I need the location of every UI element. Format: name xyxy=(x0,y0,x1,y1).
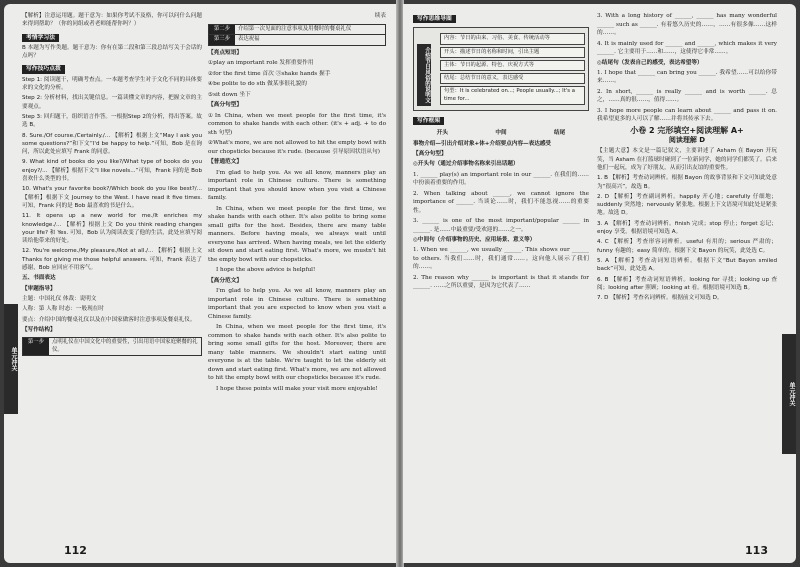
ending-heading: ◎结尾句（发表自己的感受，表达希望等） xyxy=(597,59,703,66)
flow-step: 开头 xyxy=(436,130,448,137)
sentences-heading: 【高分句型】 xyxy=(208,102,243,108)
answer-item: 4. C 【解析】考查形容词辨析。useful 有用的；serious 严肃的；funny 有趣的；easy 简单的。根据下文 Bayon 的玩笑，此处选 C。 xyxy=(597,239,777,254)
framework-flow xyxy=(413,129,589,137)
right-column-1 xyxy=(413,12,589,293)
opening-line: 2. When talking about ______, we cannot ignore the importance of ______. 当谈论……时，我们不能忽视……的重要性。 xyxy=(413,190,589,214)
sentence-item: ①In China, when we meet people for the first time, it's common to shake hands with each other. (it's + adj. + to do sth 句型) xyxy=(208,112,386,136)
left-column-2 xyxy=(208,12,386,395)
sample2-heading: 【高分范文】 xyxy=(208,277,243,284)
analysis-row: 主题：中国礼仪 体裁：说明文 xyxy=(22,295,97,302)
phrases-heading: 【亮点短语】 xyxy=(208,49,243,56)
answer-item: 9. What kind of books do you like?/What type of books do you enjoy?/... 【解析】根据下文“I like novels...”可知，Frank 问的是 Bob 喜欢什么类型的书。 xyxy=(22,159,202,183)
step-text: Step 3: 回归题干，组织语言作答。一根据Step 2的分析，得出答案。故选 B。 xyxy=(22,113,202,129)
ending-line: 1. I hope that ______ can bring you ______. 我希望……可以给你带来……。 xyxy=(597,69,777,85)
opening-heading: ◎开头句（通过介绍事物名称来引出话题） xyxy=(413,161,519,168)
phrase-item: ①play an important role 发挥重要作用 xyxy=(208,60,314,66)
analysis-heading: 【审题指导】 xyxy=(22,285,56,292)
mind-map-node: 主体：节日的起源、特色、庆祝方式等 xyxy=(440,60,585,71)
topic-summary: 【主题大意】本文是一篇记叙文，主要讲述了 Asham 在 Bayon 开玩笑，当 Asham 在打篮球时碰到了一位新同学，她的同学们都笑了。后来他们一起玩，成为了好朋友，从而引出友谊的重要性。 xyxy=(597,148,777,171)
outline-step-label: 第一步 xyxy=(23,338,49,355)
ending-line: 3. I hope more people can learn about ______ and pass it on. 我希望更多的人可以了解……并将其传承下去。 xyxy=(597,107,777,123)
page-number: 113 xyxy=(745,544,768,557)
outline-row xyxy=(23,338,201,355)
left-column-1 xyxy=(22,12,202,359)
flow-step: 中间 xyxy=(495,130,507,137)
section-label: 考情学习法 xyxy=(22,34,59,42)
answer-item: 1. B 【解析】考查动词辨析。根据 Bayon 的故事背景和下文可知此处意为“很高兴”。故选 B。 xyxy=(597,175,777,190)
opening-line: 3. ______ is one of the most important/popular ______ in ______. 是……中最重要/受欢迎的……之一。 xyxy=(413,218,589,233)
framework-heading: 写作框架 xyxy=(413,117,444,125)
step-text: 表达祝福 xyxy=(238,36,260,42)
answer-item: 2. D 【解析】考查副词辨析。happily 开心地；carefully 仔细地；suddenly 突然地；nervously 紧张地。根据上下文语境可知此处是紧张地。故选 D。 xyxy=(597,193,777,217)
middle-line: 2. The reason why ______ is important is that it stands for ______. ……之所以重要，是因为它代表了…… xyxy=(413,274,589,290)
sample-paragraph: I'm glad to help you. As we all know, manners play an important role in Chinese culture. There is something important that you should know when you visit a Chinese family. xyxy=(208,169,386,201)
high-score-heading: 【高分句型】 xyxy=(413,150,447,157)
continued-note: 续表 xyxy=(374,13,386,19)
left-side-tab: 单元冲关 xyxy=(4,304,18,414)
phrase-item: ⑤sit down 坐下 xyxy=(208,91,251,98)
outline-table xyxy=(22,337,202,356)
opening-line: 1. ______ play(s) an important role in our ______. 在我们的……中扮演着重要的作用。 xyxy=(413,171,589,187)
answer-item: 10. What's your favorite book?/Which book do you like best?/... 【解析】根据下文 Journey to the West. I have read it five times. 可知，Frank 问的是 Bob 最喜欢的书是什么。 xyxy=(22,186,202,209)
analysis-note: 要点：介绍中国的餐桌礼仪以及在中国家做客时注意事项及餐桌礼仪。 xyxy=(22,316,196,323)
step-label: 第二步 xyxy=(209,25,235,35)
phrase-item: ②for the first time 首次 ③shake hands 握手 xyxy=(208,70,331,77)
page-number: 112 xyxy=(64,544,87,557)
task-heading: 五、书面表达 xyxy=(22,275,56,282)
sample2-paragraph: In China, when we meet people for the first time, it's common to shake hands with each other. It's also polite to bring some small gifts for the host. Moreover, there are many table manners. We shouldn't start eating until everyone is at the table. We're taught to let the elderly sit down and start eating first. What's more, we are not allowed to hit the empty bowl with our chopsticks because it's rude. xyxy=(208,324,386,381)
answer-item: 12. You're welcome./My pleasure./Not at all./... 【解析】根据上文 Thanks for giving me those helpful answers. 可知，Frank 表达了感谢，Bob 应回应不用客气。 xyxy=(22,248,202,272)
analysis-row: 人称：第 人称 时态：一般现在时 xyxy=(22,306,104,313)
sample2-paragraph: I hope these points will make your visit more enjoyable! xyxy=(216,385,378,392)
mind-map-node: 句型：It is celebrated on...; People usually...; It's a time for... xyxy=(440,86,585,105)
mind-map xyxy=(413,27,589,111)
mind-map-node: 结尾：总结节日的意义，表达感受 xyxy=(440,73,585,84)
step-text: 介绍第一次见面的注意事项及用餐时的餐桌礼仪 xyxy=(238,25,352,32)
step-text: Step 1: 阅读题干，明确考查点。一本题考查学生对于文化不同的具体要求的文化的分析。 xyxy=(22,76,202,92)
right-side-tab: 单元冲关 xyxy=(782,334,796,454)
sentence-item: ②What's more, we are not allowed to hit the empty bowl with our chopsticks because it's rude. (because 引导原因状语从句) xyxy=(208,140,386,155)
answer-item: 6. B 【解析】考查动词短语辨析。looking for 寻找；looking up 查阅；looking after 照顾；looking at 看。根据语境可知选 B。 xyxy=(597,276,777,291)
mind-map-spine: 介绍节日风俗的说明文 xyxy=(417,44,431,106)
ending-line: 2. In short, ______ is really ______ and is worth ______. 总之，……真的很……，值得……。 xyxy=(597,88,777,104)
left-page xyxy=(4,4,397,563)
middle-line: 3. With a long history of ______, ______ has many wonderful ______ such as ______. 有着悠久历史的……，……有很多像……这样的……。 xyxy=(597,13,777,36)
steps-row xyxy=(209,25,385,35)
answer-item: 7. D 【解析】考查名词辨析。根据前文可知选 D。 xyxy=(597,295,723,302)
phrase-item: ④be polite to do sth 做某事很礼貌的 xyxy=(208,81,307,87)
answer-paragraph: B 本题为写作类题。题干意为：你有在第二段和第三段总结写关于会话的点吗？ xyxy=(22,44,202,60)
sample-paragraph: In China, when we meet people for the first time, we shake hands with each other. It's also polite to bring some small gifts for the host. Besides, there are many table manners. Before having meals, we always wait until everyone has arrived. When having meals, we let the elderly sit down and start eating first. What's more, we mustn't hit the empty bowl with our chopsticks. xyxy=(208,205,386,263)
right-column-2 xyxy=(597,12,777,304)
answer-item: 8. Sure./Of course./Certainly./... 【解析】根据上文“May I ask you some questions?”和下文“I'd be happy to help.”可知，Bob 是在询问，所以此处应填写 Frank 的同意。 xyxy=(22,132,202,156)
mind-map-node: 开头：描述节日的名称和时间，引出主题 xyxy=(440,47,585,58)
sample2-paragraph: I'm glad to help you. As we all know, manners play an important role in Chinese culture. There is something important that you are expected to know when you visit a Chinese family. xyxy=(208,288,386,320)
step-label: 第三步 xyxy=(209,35,235,45)
answer-item: 11. It opens up a new world for me./It enriches my knowledge./... 【解析】根据上文 Do you think reading changes your life? 和 Yes. 可知，Bob 认为阅读改变了他的生活，此处应填写阅读给他带来的好处。 xyxy=(22,213,202,245)
outline-step-text: 点明礼仪在中国文化中的重要性，引出用语中国家庭聚餐的礼仪。 xyxy=(52,339,198,353)
answer-item: 3. A 【解析】考查动词辨析。finish 完成；stop 停止；forget 忘记；enjoy 享受。根据语境可知选 A。 xyxy=(597,220,777,236)
section-title: 小卷 2 完形填空+阅读理解 A+ xyxy=(630,125,744,135)
flow-step: 结尾 xyxy=(554,130,566,137)
middle-line: 4. It is mainly used for ______ and ______, which makes it very ______. 它主要用于……和……，这使得它非常……。 xyxy=(597,40,777,55)
section-label: 写作技巧点拨 xyxy=(22,65,65,73)
middle-line: 1. When we ______, we usually ______. This shows our ______ to others. 当我们……时，我们通常……。这向他人展示了我们的……。 xyxy=(413,247,589,271)
step-text: Step 2: 分析材料，找出关键信息。一篇读懂文章的内容，把握文章的主要观点。 xyxy=(22,95,202,110)
steps-row xyxy=(209,34,385,45)
middle-heading: ◎中间句（介绍事物的历史、应用场景、意义等） xyxy=(413,237,536,244)
framework-note: 事物介绍—引出介绍对象+体+介绍要点内容—表达感受 xyxy=(413,140,552,147)
answer-item: 5. A 【解析】考查动词短语辨析。根据下文“But Bayon smiled back”可知，此处选 A。 xyxy=(597,257,777,273)
outline-heading: 【写作结构】 xyxy=(22,326,56,333)
steps-table xyxy=(208,24,386,46)
sample-paragraph: I hope the above advice is helpful! xyxy=(216,267,316,273)
section-subtitle: 阅读理解 D xyxy=(668,136,706,145)
mind-map-node: 内容：节日的由来、习俗、美食、传统活动等 xyxy=(440,33,585,44)
right-page xyxy=(403,4,796,563)
mindmap-heading: 写作思维导图 xyxy=(413,15,456,23)
sample-heading: 【普通范文】 xyxy=(208,159,243,165)
answer-paragraph: 【解析】注意运用题。题干意为：如果你考试不及格，你可以问什么问题来得到帮助？（你的同组或者老师能帮你吗？） xyxy=(22,13,202,28)
